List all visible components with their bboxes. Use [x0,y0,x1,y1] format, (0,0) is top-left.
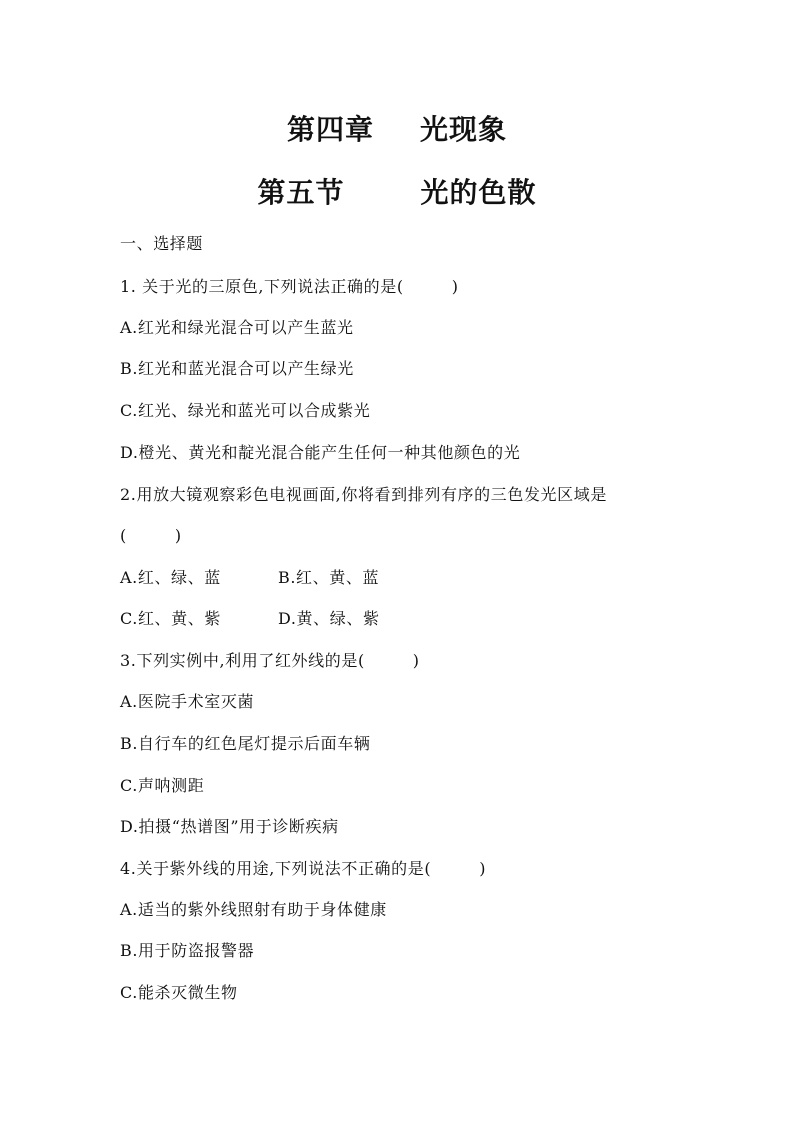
question-1-text: 1. 关于光的三原色,下列说法正确的是( [120,277,404,296]
section-label: 第五节 [257,176,345,209]
question-4-stem [120,858,486,880]
chapter-name: 光现象 [420,113,508,146]
question-4-text: 4.关于紫外线的用途,下列说法不正确的是( [120,859,432,878]
question-2-paren-open: ( [120,526,127,545]
question-4-option-b: B.用于防盗报警器 [120,941,255,960]
question-1-option-b: B.红光和蓝光混合可以产生绿光 [120,359,354,378]
question-1-option-c: C.红光、绿光和蓝光可以合成紫光 [120,401,371,420]
question-3-paren-close: ) [412,651,420,670]
question-2-option-b: B.红、黄、蓝 [278,568,380,587]
question-3-option-b: B.自行车的红色尾灯提示后面车辆 [120,734,371,753]
question-2-option-c: C.红、黄、紫 [120,609,221,628]
question-4-option-c: C.能杀灭微生物 [120,983,238,1002]
chapter-title [0,112,794,148]
question-3-option-c: C.声呐测距 [120,776,205,795]
question-2-option-a: A.红、绿、蓝 [120,568,221,587]
question-3-option-a: A.医院手术室灭菌 [120,692,255,711]
question-1-option-a: A.红光和绿光混合可以产生蓝光 [120,318,354,337]
question-2-options-row-2 [120,608,380,630]
part-heading: 一、选择题 [120,234,204,253]
question-1-option-d: D.橙光、黄光和靛光混合能产生任何一种其他颜色的光 [120,443,521,462]
question-4-option-a: A.适当的紫外线照射有助于身体健康 [120,900,387,919]
question-3-stem [120,650,420,672]
question-1-stem [120,276,459,298]
question-2-options-row-1 [120,567,380,589]
section-title [0,175,794,211]
question-2-stem: 2.用放大镜观察彩色电视画面,你将看到排列有序的三色发光区域是 [120,485,607,504]
question-1-paren-close: ) [451,277,459,296]
section-name: 光的色散 [420,176,537,209]
question-3-text: 3.下列实例中,利用了红外线的是( [120,651,365,670]
question-4-paren-close: ) [479,859,487,878]
question-3-option-d: D.拍摄“热谱图”用于诊断疾病 [120,817,339,836]
question-2-option-d: D.黄、绿、紫 [278,609,380,628]
chapter-label: 第四章 [286,113,374,146]
question-2-paren-close: ) [174,526,182,545]
question-2-stem-line2 [120,525,182,547]
